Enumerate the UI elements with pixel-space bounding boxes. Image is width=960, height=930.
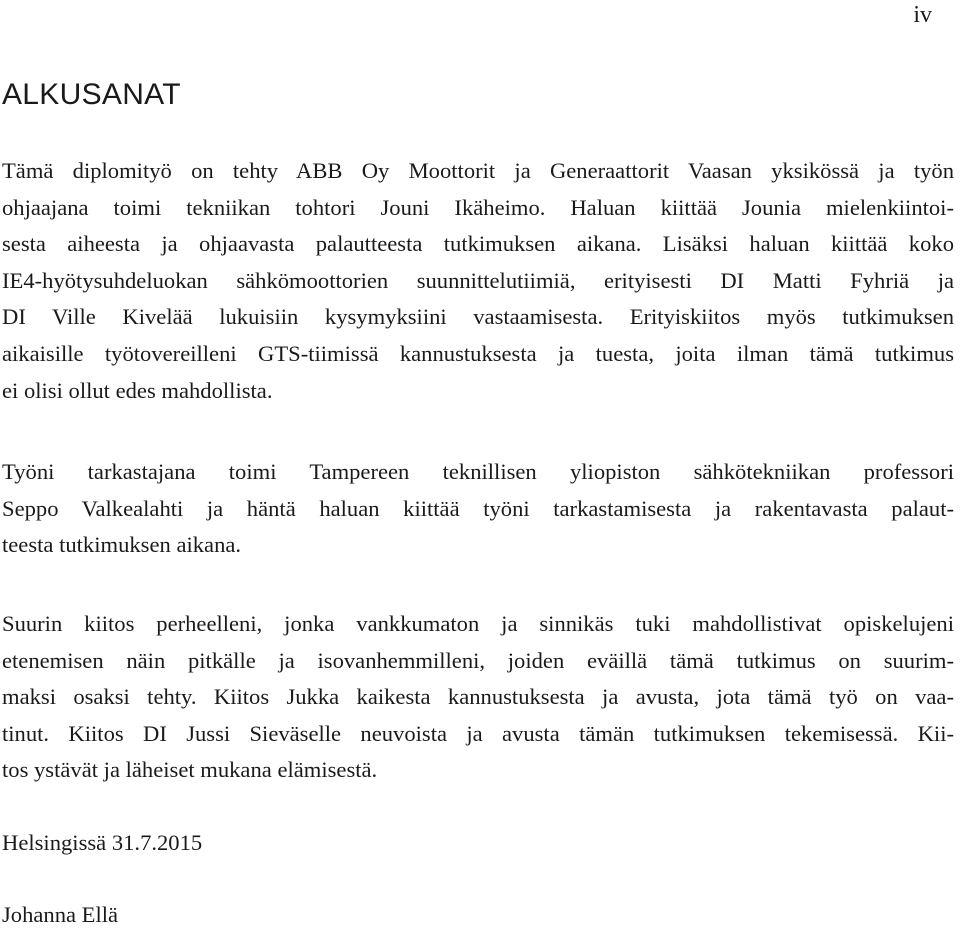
text-line: aikaisille työtovereilleni GTS-tiimissä kannustuksesta ja tuesta, joita ilman tämä tutkimus — [2, 340, 954, 366]
text-line: teesta tutkimuksen aikana. — [2, 532, 242, 558]
text-line: Tämä diplomityö on tehty ABB Oy Moottorit ja Generaattorit Vaasan yksikössä ja työn — [2, 158, 954, 183]
text-line: Seppo Valkealahti ja häntä haluan kiittää työni tarkastamisesta ja rakentavasta palaut- — [2, 495, 954, 521]
paragraph-acknowledgements-examiner — [2, 454, 954, 564]
text-line: maksi osaksi tehty. Kiitos Jukka kaikesta kannustuksesta ja avusta, jota tämä työ on vaa- — [2, 684, 954, 710]
author-signature: Johanna Ellä — [2, 902, 119, 927]
text-line: Suurin kiitos perheelleni, jonka vankkumaton ja sinnikäs tuki mahdollistivat opiskelujeni — [2, 611, 954, 636]
page-number: iv — [913, 2, 932, 28]
place-and-date: Helsingissä 31.7.2015 — [2, 830, 203, 855]
text-line: ei olisi ollut edes mahdollista. — [2, 377, 273, 403]
text-line: Työni tarkastajana toimi Tampereen teknillisen yliopiston sähkötekniikan professori — [2, 459, 954, 484]
text-line: ohjaajana toimi tekniikan tohtori Jouni Ikäheimo. Haluan kiittää Jounia mielenkiintoi- — [2, 194, 954, 220]
section-heading: ALKUSANAT — [2, 78, 181, 111]
paragraph-acknowledgements-abb — [2, 153, 954, 409]
paragraph-acknowledgements-family — [2, 606, 954, 789]
text-line: DI Ville Kivelää lukuisiin kysymyksiini vastaamisesta. Erityiskiitos myös tutkimuksen — [2, 304, 954, 330]
text-line: tos ystävät ja läheiset mukana elämisestä. — [2, 757, 378, 783]
text-line: etenemisen näin pitkälle ja isovanhemmilleni, joiden eväillä tämä tutkimus on suurim- — [2, 647, 954, 673]
text-line: sesta aiheesta ja ohjaavasta palautteesta tutkimuksen aikana. Lisäksi haluan kiittää koko — [2, 231, 954, 257]
text-line: tinut. Kiitos DI Jussi Sieväselle neuvoista ja avusta tämän tutkimuksen tekemisessä. Kii- — [2, 720, 954, 746]
text-line: IE4-hyötysuhdeluokan sähkömoottorien suunnittelutiimiä, erityisesti DI Matti Fyhriä ja — [2, 267, 954, 293]
